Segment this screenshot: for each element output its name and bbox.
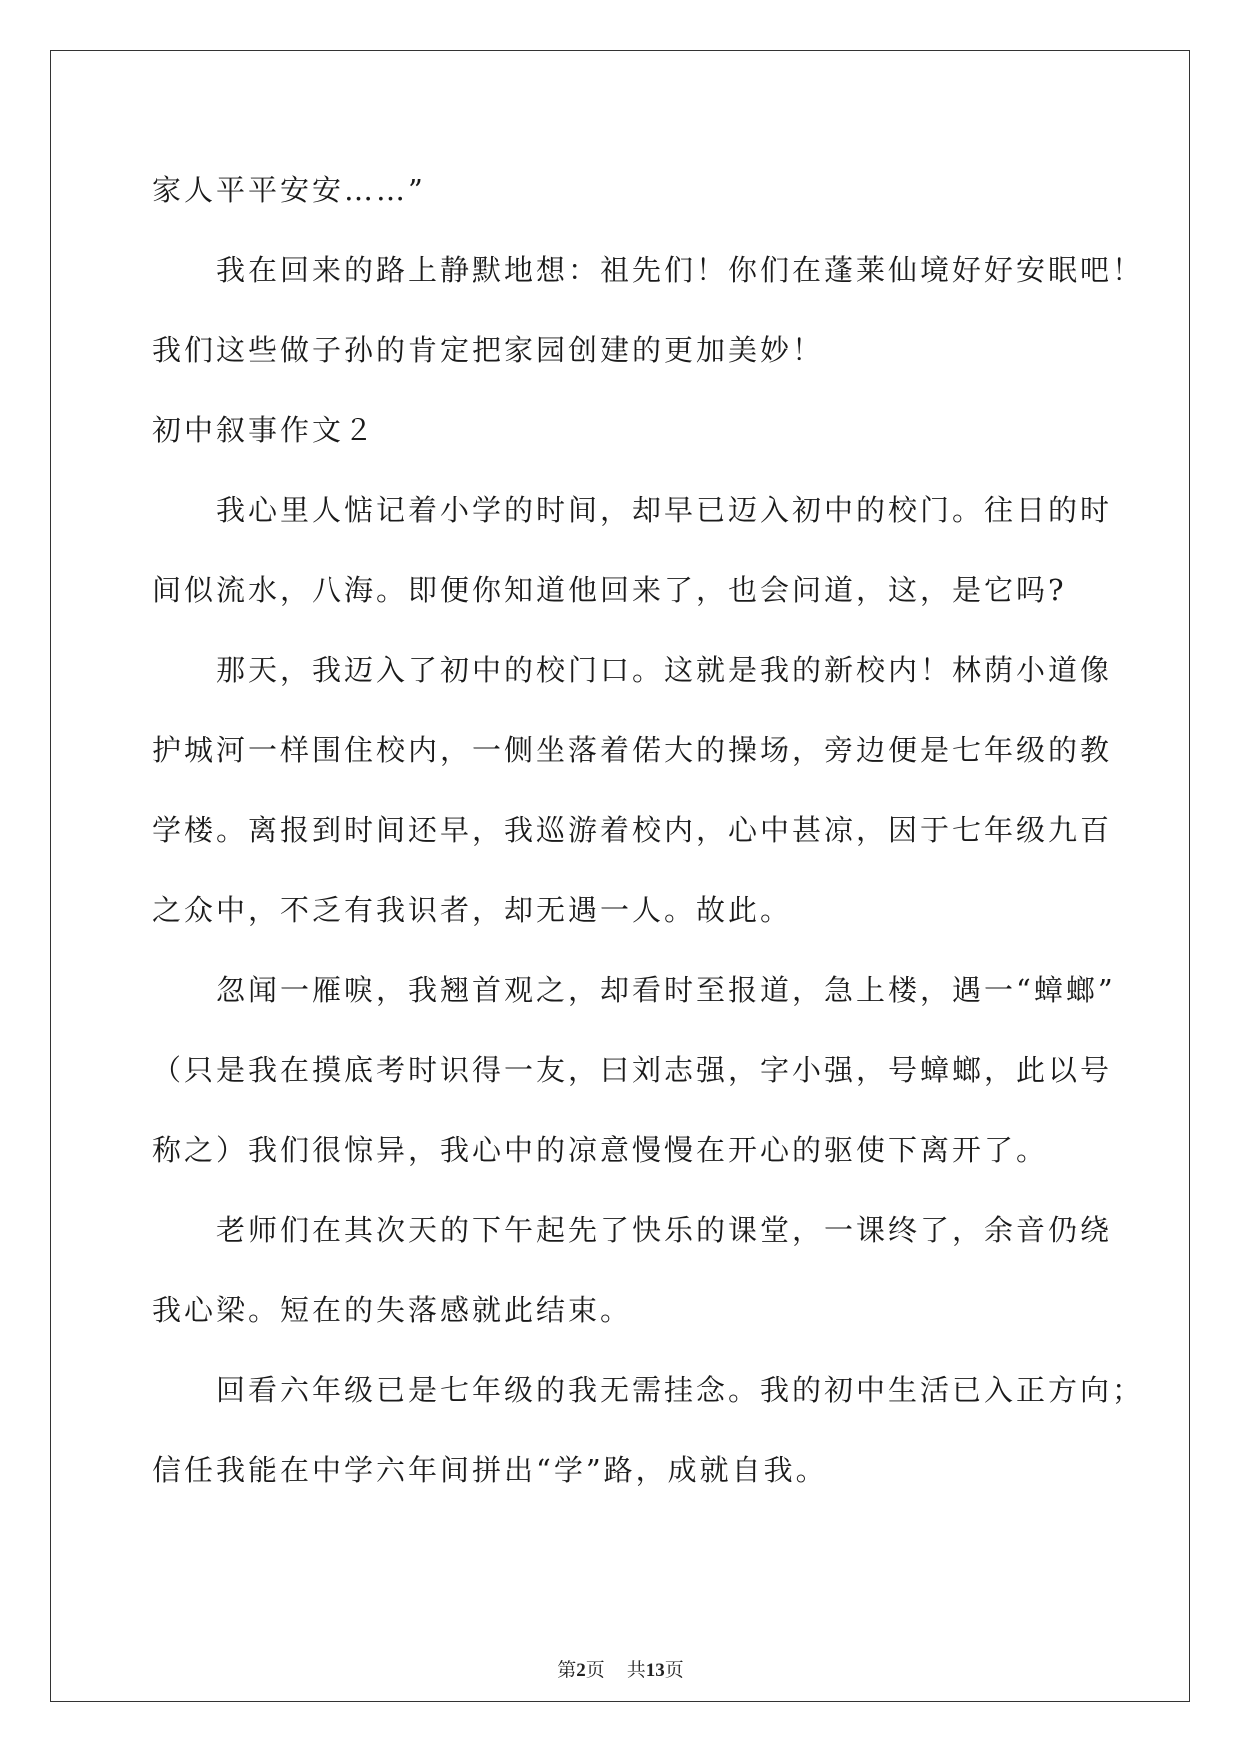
text-line: 称之）我们很惊异，我心中的凉意慢慢在开心的驱使下离开了。 <box>152 1133 1049 1167</box>
text-line: 回看六年级已是七年级的我无需挂念。我的初中生活已入正方向； <box>216 1373 1145 1407</box>
text-line: 家人平平安安……” <box>152 173 426 207</box>
page-prefix: 第 <box>557 1659 577 1681</box>
text-line: 我在回来的路上静默地想：祖先们！你们在蓬莱仙境好好安眠吧！ <box>216 253 1145 287</box>
text-line: 之众中，不乏有我识者，却无遇一人。故此。 <box>152 893 793 927</box>
text-line: （只是我在摸底考时识得一友，曰刘志强，字小强，号蟑螂，此以号 <box>152 1053 1113 1087</box>
page-unit: 页 <box>585 1659 605 1681</box>
text-line: 护城河一样围住校内，一侧坐落着偌大的操场，旁边便是七年级的教 <box>152 733 1113 767</box>
text-line: 忽闻一雁唳，我翘首观之，却看时至报道，急上楼，遇一“蟑螂” <box>216 973 1116 1007</box>
text-line: 我心里人惦记着小学的时间，却早已迈入初中的校门。往日的时 <box>216 493 1113 527</box>
text-line: 我们这些做子孙的肯定把家园创建的更加美妙！ <box>152 333 825 367</box>
section-heading: 初中叙事作文２ <box>152 413 377 447</box>
total-unit: 页 <box>664 1659 684 1681</box>
text-line: 我心梁。短在的失落感就此结束。 <box>152 1293 633 1327</box>
page-number: 2 <box>576 1660 586 1681</box>
text-line: 信任我能在中学六年间拼出“学”路，成就自我。 <box>152 1453 828 1487</box>
total-prefix: 共 <box>626 1659 646 1681</box>
text-line: 那天，我迈入了初中的校门口。这就是我的新校内！林荫小道像 <box>216 653 1113 687</box>
text-line: 间似流水，八海。即便你知道他回来了，也会问道，这，是它吗? <box>152 573 1067 607</box>
page-total: 13 <box>645 1660 665 1681</box>
text-line: 老师们在其次天的下午起先了快乐的课堂，一课终了，余音仍绕 <box>216 1213 1113 1247</box>
text-line: 学楼。离报到时间还早，我巡游着校内，心中甚凉，因于七年级九百 <box>152 813 1113 847</box>
page-footer <box>0 1657 1241 1684</box>
